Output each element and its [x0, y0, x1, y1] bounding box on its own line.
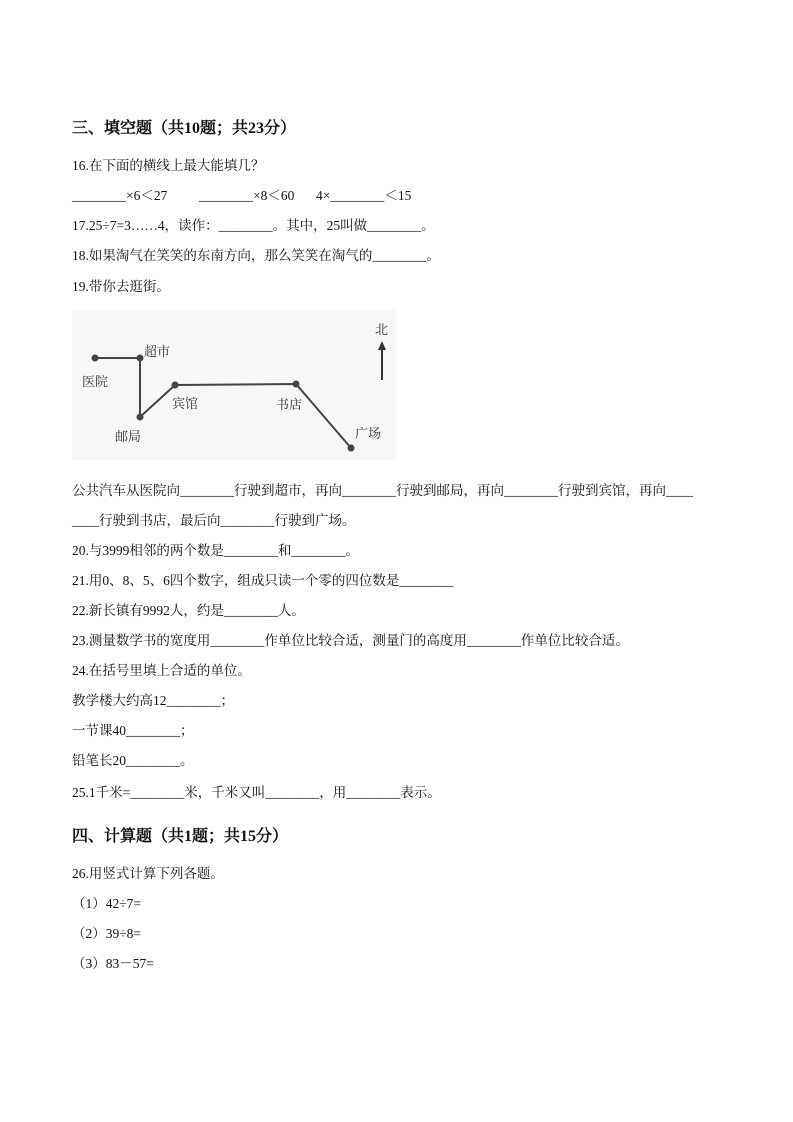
question-21: 21.用0、8、5、6四个数字，组成只读一个零的四位数是________ — [72, 573, 454, 588]
q24-b: 一节课40________； — [72, 723, 194, 738]
question-23: 23.测量数学书的宽度用________作单位比较合适，测量门的高度用________作单位比较合适。 — [72, 633, 629, 648]
dot-square — [348, 445, 355, 452]
question-25: 25.1千米=________米，千米又叫________，用________表示。 — [72, 785, 441, 800]
q16-blank-c: 4×________＜15 — [316, 188, 412, 203]
question-20: 20.与3999相邻的两个数是________和________。 — [72, 543, 359, 558]
label-post-office: 邮局 — [115, 430, 142, 445]
section-4-title: 四、计算题（共1题；共15分） — [72, 828, 289, 845]
label-bookstore: 书店 — [276, 398, 303, 413]
question-19: 19.带你去逛街。 — [72, 279, 170, 294]
label-hospital: 医院 — [82, 375, 109, 390]
dot-hotel — [172, 382, 179, 389]
dot-post-office — [137, 414, 144, 421]
q26-item-3: （3）83－57= — [72, 956, 154, 971]
question-18: 18.如果淘气在笑笑的东南方向，那么笑笑在淘气的________。 — [72, 248, 440, 263]
q24-c: 铅笔长20________。 — [72, 753, 194, 768]
label-north: 北 — [375, 323, 389, 338]
q19-line-1: 公共汽车从医院向________行驶到超市，再向________行驶到邮局，再向________行驶到宾馆，再向____ — [72, 483, 693, 498]
section-3-title: 三、填空题（共10题；共23分） — [72, 120, 297, 137]
dot-hospital — [92, 355, 99, 362]
label-hotel: 宾馆 — [172, 397, 199, 412]
question-22: 22.新长镇有9992人，约是________人。 — [72, 603, 305, 618]
question-16: 16.在下面的横线上最大能填几？ — [72, 158, 265, 173]
street-map-diagram — [0, 0, 793, 480]
label-square: 广场 — [355, 427, 382, 442]
q26-item-1: （1）42÷7= — [72, 896, 142, 911]
label-supermarket: 超市 — [144, 345, 171, 360]
q26-item-2: （2）39÷8= — [72, 926, 142, 941]
dot-supermarket — [137, 355, 144, 362]
question-17: 17.25÷7=3……4，读作：________。其中，25叫做________。 — [72, 218, 435, 233]
question-24: 24.在括号里填上合适的单位。 — [72, 663, 251, 678]
q16-blank-a: ________×6＜27 — [72, 188, 168, 203]
question-26: 26.用竖式计算下列各题。 — [72, 866, 224, 881]
dot-bookstore — [293, 381, 300, 388]
q24-a: 教学楼大约高12________； — [72, 693, 234, 708]
q19-line-2: ____行驶到书店，最后向________行驶到广场。 — [72, 513, 356, 528]
q16-blank-b: ________×8＜60 — [199, 188, 295, 203]
